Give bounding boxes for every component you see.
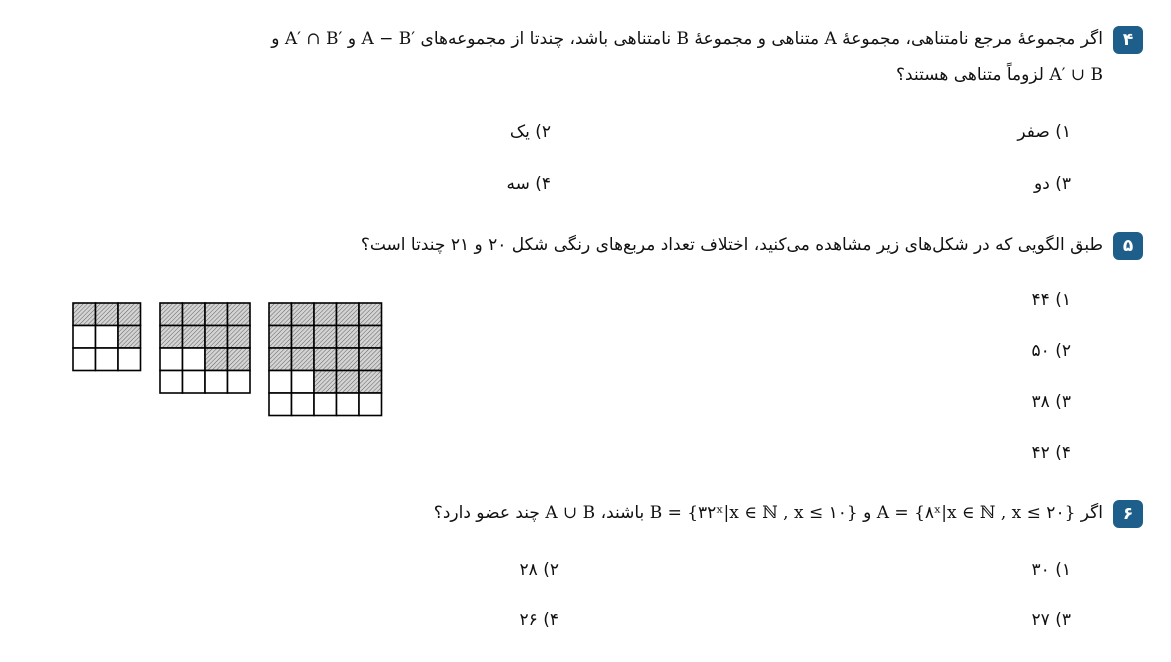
q6-option-2[interactable]: ۲) ۲۸ bbox=[519, 560, 559, 580]
pattern-figures bbox=[72, 302, 392, 426]
q5-option-1[interactable]: ۱) ۴۴ bbox=[1031, 290, 1071, 310]
shaded-square bbox=[314, 303, 337, 326]
pattern-figure-2 bbox=[160, 303, 250, 393]
pattern-figures-svg bbox=[72, 302, 392, 426]
q4-option-1[interactable]: ۱) صفر bbox=[1017, 122, 1071, 142]
empty-square bbox=[96, 326, 119, 349]
shaded-square bbox=[228, 303, 251, 326]
shaded-square bbox=[205, 303, 228, 326]
question-stem: طبق الگویی که در شکل‌های زیر مشاهده می‌کنید، اختلاف تعداد مربع‌های رنگی شکل ۲۰ و ۲۱ چندتا است؟ bbox=[360, 235, 1103, 255]
shaded-square bbox=[292, 303, 315, 326]
shaded-square bbox=[359, 348, 382, 371]
shaded-square bbox=[292, 348, 315, 371]
empty-square bbox=[359, 393, 382, 416]
shaded-square bbox=[269, 303, 292, 326]
shaded-square bbox=[205, 326, 228, 349]
q6-option-3[interactable]: ۳) ۲۷ bbox=[1031, 610, 1071, 630]
q4-option-3[interactable]: ۳) دو bbox=[1034, 174, 1071, 194]
empty-square bbox=[314, 393, 337, 416]
shaded-square bbox=[183, 326, 206, 349]
shaded-square bbox=[337, 371, 360, 394]
shaded-square bbox=[96, 303, 119, 326]
shaded-square bbox=[269, 326, 292, 349]
shaded-square bbox=[359, 371, 382, 394]
empty-square bbox=[73, 326, 96, 349]
question-stem-line1: اگر مجموعهٔ مرجع نامتناهی، مجموعهٔ A متناهی و مجموعهٔ B نامتناهی باشد، چندتا از مجموعه‌های A − B′ و A′ ∩ B′ و bbox=[271, 29, 1103, 49]
shaded-square bbox=[337, 303, 360, 326]
question-5 bbox=[13, 228, 1143, 268]
shaded-square bbox=[292, 326, 315, 349]
shaded-square bbox=[314, 326, 337, 349]
empty-square bbox=[205, 371, 228, 394]
shaded-square bbox=[228, 348, 251, 371]
shaded-square bbox=[205, 348, 228, 371]
question-stem: اگر A = {۸ˣ|x ∈ ℕ , x ≤ ۲۰} و B = {۳۲ˣ|x ∈ ℕ , x ≤ ۱۰} باشند، A ∪ B چند عضو دارد؟ bbox=[433, 503, 1103, 523]
empty-square bbox=[118, 348, 141, 371]
shaded-square bbox=[359, 303, 382, 326]
q5-option-4[interactable]: ۴) ۴۲ bbox=[1031, 443, 1071, 463]
question-number-badge: ۶ bbox=[1113, 500, 1143, 528]
empty-square bbox=[292, 393, 315, 416]
shaded-square bbox=[183, 303, 206, 326]
shaded-square bbox=[160, 326, 183, 349]
empty-square bbox=[269, 371, 292, 394]
shaded-square bbox=[359, 326, 382, 349]
empty-square bbox=[73, 348, 96, 371]
q6-option-4[interactable]: ۴) ۲۶ bbox=[519, 610, 559, 630]
pattern-figure-3 bbox=[269, 303, 382, 416]
shaded-square bbox=[73, 303, 96, 326]
question-stem-line2: A′ ∪ B لزوماً متناهی هستند؟ bbox=[896, 65, 1103, 85]
empty-square bbox=[337, 393, 360, 416]
shaded-square bbox=[160, 303, 183, 326]
shaded-square bbox=[314, 371, 337, 394]
question-number-badge: ۴ bbox=[1113, 26, 1143, 54]
shaded-square bbox=[314, 348, 337, 371]
q6-option-1[interactable]: ۱) ۳۰ bbox=[1031, 560, 1071, 580]
shaded-square bbox=[118, 326, 141, 349]
shaded-square bbox=[337, 326, 360, 349]
empty-square bbox=[160, 348, 183, 371]
empty-square bbox=[228, 371, 251, 394]
shaded-square bbox=[118, 303, 141, 326]
empty-square bbox=[183, 371, 206, 394]
empty-square bbox=[183, 348, 206, 371]
empty-square bbox=[160, 371, 183, 394]
pattern-figure-1 bbox=[73, 303, 141, 371]
q5-option-3[interactable]: ۳) ۳۸ bbox=[1031, 392, 1071, 412]
empty-square bbox=[96, 348, 119, 371]
q4-option-4[interactable]: ۴) سه bbox=[506, 174, 551, 194]
shaded-square bbox=[337, 348, 360, 371]
q4-option-2[interactable]: ۲) یک bbox=[509, 122, 551, 142]
shaded-square bbox=[269, 348, 292, 371]
question-4 bbox=[13, 18, 1143, 188]
empty-square bbox=[269, 393, 292, 416]
shaded-square bbox=[228, 326, 251, 349]
q5-option-2[interactable]: ۲) ۵۰ bbox=[1031, 341, 1071, 361]
question-number-badge: ۵ bbox=[1113, 232, 1143, 260]
empty-square bbox=[292, 371, 315, 394]
question-6 bbox=[13, 494, 1143, 534]
